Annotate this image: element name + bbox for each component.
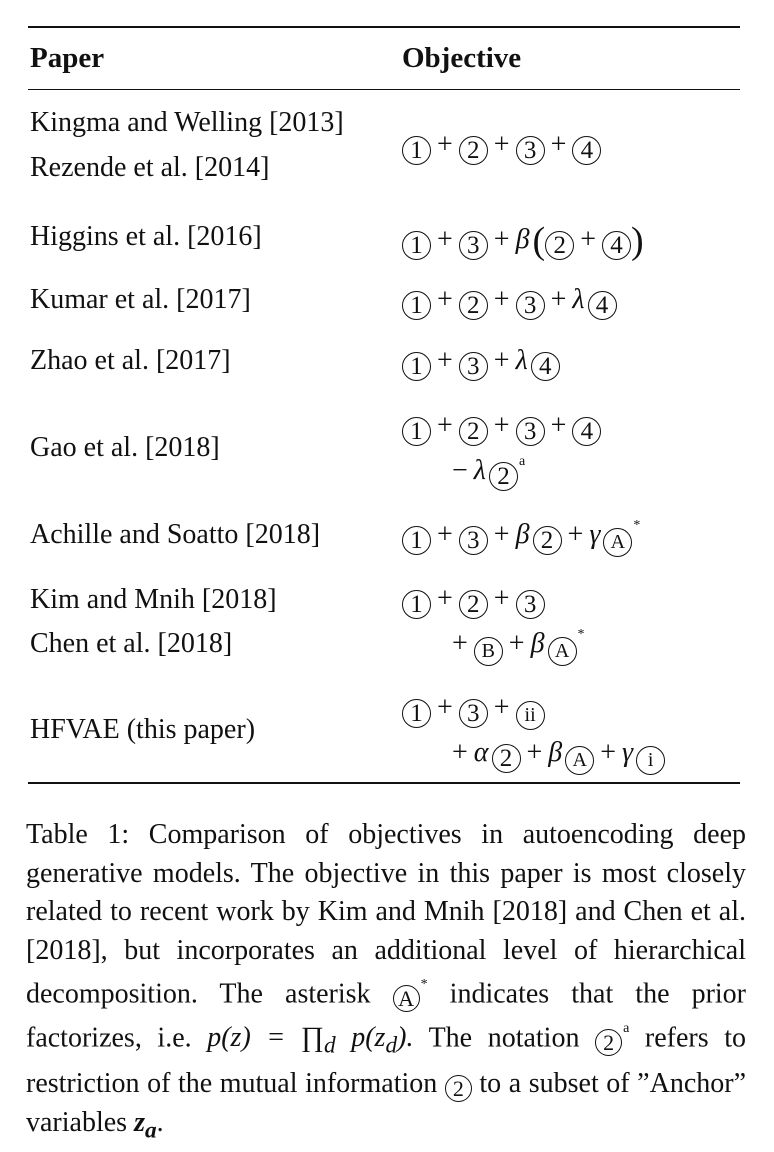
paper-cell: HFVAE (this paper) xyxy=(30,714,256,745)
term-3-icon: 3 xyxy=(459,526,488,555)
term-1-icon: 1 xyxy=(402,231,431,260)
paper-cell: Kumar et al. [2017] xyxy=(30,284,251,315)
paper-cell: Achille and Soatto [2018] xyxy=(30,519,321,550)
term-1-icon: 1 xyxy=(402,526,431,555)
term-3-icon: 3 xyxy=(516,590,545,619)
term-4-icon: 4 xyxy=(588,291,617,320)
paper-cell: Higgins et al. [2016] xyxy=(30,221,262,252)
paper-cell: Zhao et al. [2017] xyxy=(30,345,231,376)
term-3-icon: 3 xyxy=(516,291,545,320)
header-objective: Objective xyxy=(402,42,522,74)
term-2-icon: 2 xyxy=(545,231,574,260)
term-2-icon: 2 xyxy=(533,526,562,555)
objective-cell: 1 + 2 + 3 xyxy=(402,585,545,619)
term-2-icon: 2 xyxy=(459,590,488,619)
term-2-icon: 2 xyxy=(459,291,488,320)
table-bottom-rule xyxy=(28,782,740,784)
objective-cell: 1 + 2 + 3 + λ 4 xyxy=(402,286,617,320)
table-header-rule xyxy=(28,89,740,90)
prior-formula: $p(z) = \prod_d$ $p(z_d)$. xyxy=(207,1022,414,1059)
term-4-icon: 4 xyxy=(531,352,560,381)
paper-cell: Rezende et al. [2014] xyxy=(30,152,270,183)
term-1-icon: 1 xyxy=(402,136,431,165)
objective-cell: 1 + 3 + β 2 + γ A* xyxy=(402,521,640,557)
objective-cell: 1 + 3 + ii xyxy=(402,694,545,730)
term-3-icon: 3 xyxy=(516,136,545,165)
objective-cell: 1 + 2 + 3 + 4 xyxy=(402,131,601,165)
paper-cell: Kingma and Welling [2013] xyxy=(30,107,344,138)
term-2-icon: 2 xyxy=(459,417,488,446)
term-3-icon: 3 xyxy=(459,231,488,260)
term-3-icon: 3 xyxy=(516,417,545,446)
term-3-icon: 3 xyxy=(459,352,488,381)
term-1-icon: 1 xyxy=(402,590,431,619)
term-1-icon: 1 xyxy=(402,291,431,320)
objective-cell: 1 + 2 + 3 + 4 xyxy=(402,412,601,446)
objective-cell: 1 + 3 + β( 2 + 4 ) xyxy=(402,222,644,260)
objective-cell-cont: + α 2 + β A + γ i xyxy=(446,739,665,775)
term-A-icon: A xyxy=(548,637,577,666)
term-A-icon: A xyxy=(565,746,594,775)
term-A-icon: A xyxy=(393,985,420,1012)
term-2-icon: 2 xyxy=(595,1029,622,1056)
term-4-icon: 4 xyxy=(572,136,601,165)
term-2-icon: 2 xyxy=(492,744,521,773)
header-paper: Paper xyxy=(30,42,105,74)
term-2-icon: 2 xyxy=(489,462,518,491)
term-1-icon: 1 xyxy=(402,352,431,381)
term-1-icon: 1 xyxy=(402,417,431,446)
term-4-icon: 4 xyxy=(572,417,601,446)
term-4-icon: 4 xyxy=(602,231,631,260)
table-top-rule xyxy=(28,26,740,28)
objective-cell-cont: + B + β A* xyxy=(446,630,585,666)
term-2-icon: 2 xyxy=(459,136,488,165)
term-2-icon: 2 xyxy=(445,1075,472,1102)
table-caption: Table 1: Comparison of objectives in autoencoding deep generative models. The objective in this paper is most closely related to recent work by Kim and Mnih [2018] and Chen et al. [2018], but incorporates an additional level of hierarchical decomposition. The asterisk A* indicates that the prior factorizes, i.e. $p(z) = \prod_d$ $p(z_d)$. The notation 2$^a$ refers to restriction of the mutual information 2 to a subset of ”Anchor” variables $z_a$. xyxy=(26,819,747,1144)
objective-cell-cont: − λ 2$^a$ xyxy=(452,453,526,490)
term-ii-icon: ii xyxy=(516,701,545,730)
term-B-icon: B xyxy=(474,637,503,666)
term-A-icon: A xyxy=(603,528,632,557)
term-3-icon: 3 xyxy=(459,699,488,728)
objective-cell: 1 + 3 + λ 4 xyxy=(402,347,560,381)
anchor-variable: $z_a$ xyxy=(134,1106,157,1144)
paper-cell: Chen et al. [2018] xyxy=(30,628,233,659)
paper-cell: Gao et al. [2018] xyxy=(30,432,220,463)
term-1-icon: 1 xyxy=(402,699,431,728)
paper-cell: Kim and Mnih [2018] xyxy=(30,584,277,615)
term-i-icon: i xyxy=(636,746,665,775)
